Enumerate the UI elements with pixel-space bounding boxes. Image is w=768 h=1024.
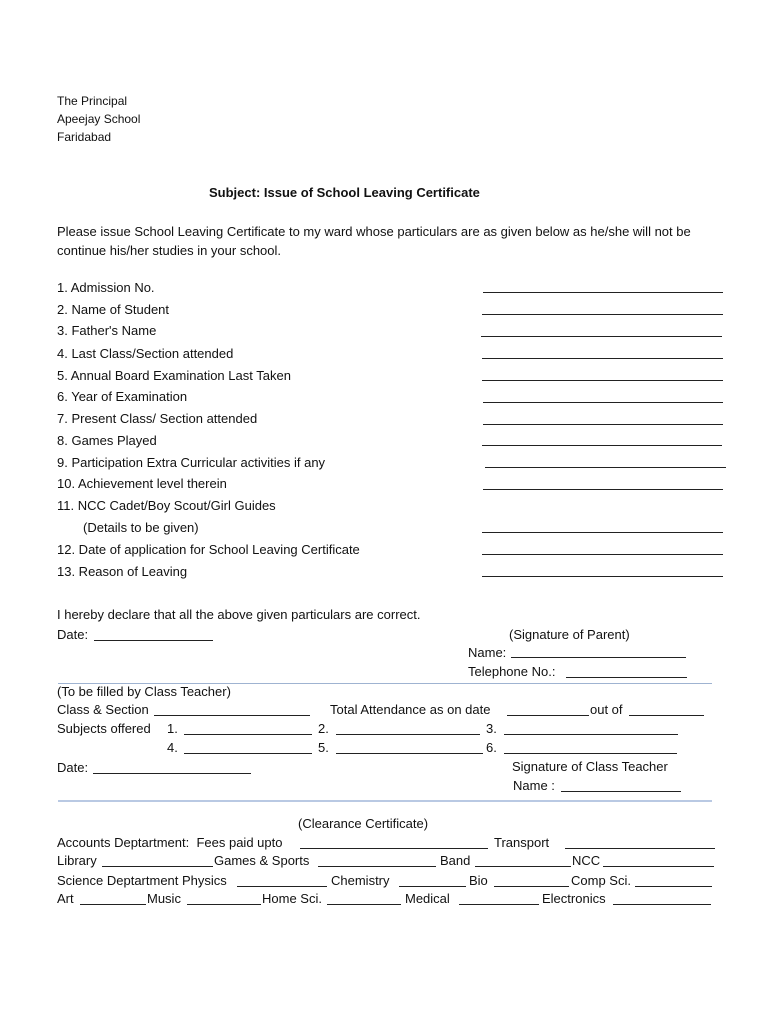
- subject-3-blank[interactable]: [504, 734, 678, 735]
- parent-signature-label: (Signature of Parent): [509, 627, 630, 642]
- subject-5-blank[interactable]: [336, 753, 483, 754]
- particular-8-blank[interactable]: [482, 445, 722, 446]
- address-line-1: The Principal: [57, 94, 128, 108]
- bio-blank[interactable]: [494, 886, 569, 887]
- electronics-label: Electronics: [542, 891, 606, 906]
- parent-telephone-label: Telephone No.:: [468, 664, 556, 679]
- chemistry-blank[interactable]: [399, 886, 466, 887]
- subject-num-5: 5.: [318, 740, 329, 755]
- particular-7-blank[interactable]: [483, 424, 723, 425]
- science-label: Science Deptartment Physics: [57, 873, 227, 888]
- particular-13: 13. Reason of Leaving: [57, 564, 188, 579]
- declaration-text: I hereby declare that all the above given particulars are correct.: [57, 607, 421, 622]
- class-section-label: Class & Section: [57, 702, 149, 717]
- particular-4-blank[interactable]: [482, 358, 723, 359]
- out-of-label: out of: [590, 702, 623, 717]
- particular-12: 12. Date of application for School Leaving Certificate: [57, 542, 360, 557]
- particular-9: 9. Participation Extra Curricular activities if any: [57, 455, 326, 470]
- particular-5-blank[interactable]: [482, 380, 723, 381]
- teacher-signature-label: Signature of Class Teacher: [512, 759, 668, 774]
- subject-2-blank[interactable]: [336, 734, 480, 735]
- subject-4-blank[interactable]: [184, 753, 312, 754]
- section-divider-2: [58, 800, 712, 802]
- particular-1-blank[interactable]: [483, 292, 723, 293]
- particular-11-blank[interactable]: [482, 532, 723, 533]
- comp-sci-blank[interactable]: [635, 886, 712, 887]
- particular-10-blank[interactable]: [483, 489, 723, 490]
- physics-blank[interactable]: [237, 886, 327, 887]
- declaration-date-label: Date:: [57, 627, 89, 642]
- band-label: Band: [440, 853, 471, 868]
- teacher-name-blank[interactable]: [561, 791, 681, 792]
- electronics-blank[interactable]: [613, 904, 711, 905]
- medical-label: Medical: [405, 891, 450, 906]
- transport-label: Transport: [494, 835, 550, 850]
- intro-line-1: Please issue School Leaving Certificate to my ward whose particulars are as given below as he/she will not be: [57, 224, 691, 239]
- out-of-blank[interactable]: [629, 715, 704, 716]
- teacher-date-label: Date:: [57, 760, 89, 775]
- parent-name-blank[interactable]: [511, 657, 686, 658]
- fees-paid-blank[interactable]: [300, 848, 488, 849]
- declaration-date-blank[interactable]: [94, 640, 213, 641]
- particular-12-blank[interactable]: [482, 554, 723, 555]
- particular-11: 11. NCC Cadet/Boy Scout/Girl Guides: [57, 498, 276, 513]
- subject-1-blank[interactable]: [184, 734, 312, 735]
- particular-9-blank[interactable]: [485, 467, 726, 468]
- games-label: Games & Sports: [214, 853, 310, 868]
- subject-num-6: 6.: [486, 740, 497, 755]
- particular-1: 1. Admission No.: [57, 280, 155, 295]
- library-blank[interactable]: [102, 866, 213, 867]
- particular-8: 8. Games Played: [57, 433, 157, 448]
- clearance-heading: (Clearance Certificate): [298, 816, 429, 831]
- particular-10: 10. Achievement level therein: [57, 476, 227, 491]
- accounts-label: Accounts Deptartment: Fees paid upto: [57, 835, 283, 850]
- subjects-offered-label: Subjects offered: [57, 721, 151, 736]
- particular-4: 4. Last Class/Section attended: [57, 346, 234, 361]
- chemistry-label: Chemistry: [331, 873, 390, 888]
- art-blank[interactable]: [80, 904, 146, 905]
- attendance-label: Total Attendance as on date: [330, 702, 491, 717]
- class-teacher-heading: (To be filled by Class Teacher): [57, 684, 231, 699]
- address-line-3: Faridabad: [57, 130, 112, 144]
- intro-line-2: continue his/her studies in your school.: [57, 243, 282, 258]
- particular-2-blank[interactable]: [482, 314, 723, 315]
- music-label: Music: [147, 891, 181, 906]
- games-blank[interactable]: [318, 866, 436, 867]
- teacher-name-label: Name :: [513, 778, 555, 793]
- library-label: Library: [57, 853, 97, 868]
- particular-5: 5. Annual Board Examination Last Taken: [57, 368, 291, 383]
- subject-heading: Subject: Issue of School Leaving Certificate: [209, 185, 480, 200]
- art-label: Art: [57, 891, 74, 906]
- transport-blank[interactable]: [565, 848, 715, 849]
- particular-6: 6. Year of Examination: [57, 389, 188, 404]
- particular-2: 2. Name of Student: [57, 302, 170, 317]
- parent-name-label: Name:: [468, 645, 507, 660]
- home-sci-label: Home Sci.: [262, 891, 322, 906]
- parent-telephone-blank[interactable]: [566, 677, 687, 678]
- particular-3: 3. Father's Name: [57, 323, 157, 338]
- subject-num-4: 4.: [167, 740, 178, 755]
- medical-blank[interactable]: [459, 904, 539, 905]
- particular-7: 7. Present Class/ Section attended: [57, 411, 258, 426]
- teacher-date-blank[interactable]: [93, 773, 251, 774]
- particular-11-details: (Details to be given): [83, 520, 199, 535]
- ncc-label: NCC: [572, 853, 601, 868]
- address-line-2: Apeejay School: [57, 112, 141, 126]
- subject-6-blank[interactable]: [504, 753, 677, 754]
- subject-num-1: 1.: [167, 721, 178, 736]
- particular-13-blank[interactable]: [482, 576, 723, 577]
- subject-num-3: 3.: [486, 721, 497, 736]
- music-blank[interactable]: [187, 904, 261, 905]
- subject-num-2: 2.: [318, 721, 329, 736]
- home-sci-blank[interactable]: [327, 904, 401, 905]
- particular-3-blank[interactable]: [481, 336, 722, 337]
- ncc-blank[interactable]: [603, 866, 714, 867]
- comp-sci-label: Comp Sci.: [571, 873, 631, 888]
- class-section-blank[interactable]: [154, 715, 310, 716]
- band-blank[interactable]: [475, 866, 571, 867]
- bio-label: Bio: [469, 873, 488, 888]
- attendance-blank[interactable]: [507, 715, 589, 716]
- particular-6-blank[interactable]: [483, 402, 723, 403]
